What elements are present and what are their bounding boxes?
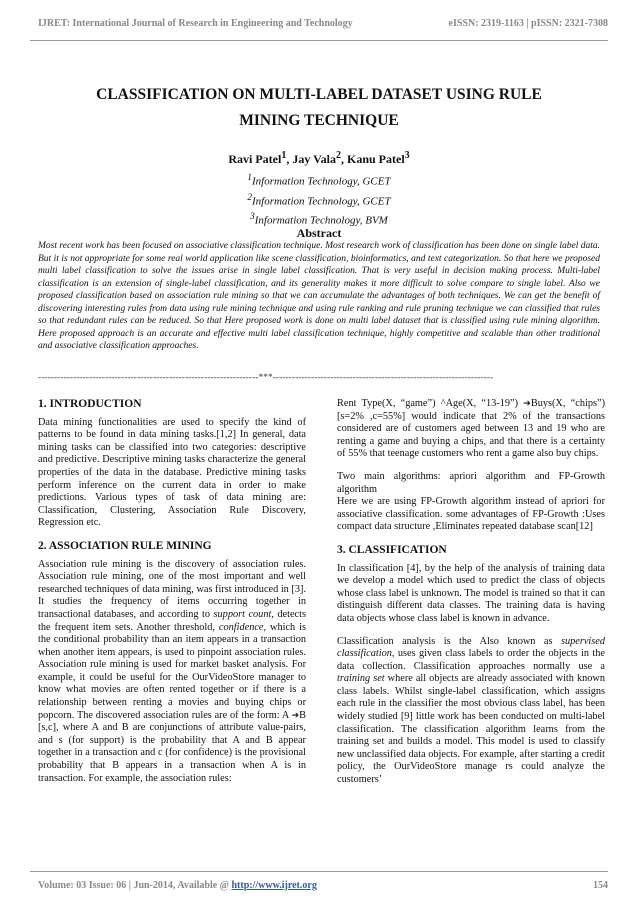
section-heading-classification: 3. CLASSIFICATION — [337, 543, 447, 556]
association-rule-paragraph — [38, 559, 306, 786]
emphasis-support-count: support count — [213, 608, 272, 620]
text-run: , detects the frequent item sets. Another threshold, — [38, 608, 306, 633]
right-arrow-icon: ➔ — [523, 399, 531, 409]
text-run: Here we are using FP-Growth algorithm instead of apriori for associative classification. some advantages of FP-Growth :Uses compact data structure ,Eliminates repeated database scan[12] — [337, 496, 605, 533]
emphasis-supervised-classification: supervised classification — [337, 635, 605, 660]
page-footer — [38, 880, 608, 894]
header-rule — [30, 40, 608, 41]
author-sup: 1 — [281, 150, 287, 161]
footer-volume — [38, 880, 317, 891]
text-run: where all objects are already associated with known class labels. Whilst single-label classification, which assigns each rule in the classifier the most obvious class label, has been widely studied [9] little work has been conducted on multi-label classification. The classification algorithm learns from the training set and builds a model. This model is used to classify new unclassified data objects. For example, after starting a credit policy, the OurVideoStore manage rs could analyze the customers’ — [337, 673, 605, 786]
affiliation-text: Information Technology, GCET — [251, 175, 391, 188]
affiliation — [0, 170, 638, 190]
page-header — [38, 18, 608, 32]
issn-info: eISSN: 2319-1163 | pISSN: 2321-7308 — [448, 18, 608, 29]
author-name: Jay Vala — [292, 152, 336, 166]
author-name: Ravi Patel — [228, 152, 282, 166]
algorithms-paragraph — [337, 471, 605, 534]
introduction-paragraph: Data mining functionalities are used to specify the kind of patterns to be found in data mining tasks.[1,2] In general, data mining tasks can be classified into two categories: descriptive and predictive. Descriptive mining tasks characterize the general properties of the data in the database. Predictive mining tasks perform inference on the current data in order to make predictions. Various types of task of data mining are: Classification, Clustering, Association Rule Discovery, Regression etc. — [38, 416, 306, 529]
section-heading-introduction: 1. INTRODUCTION — [38, 398, 142, 410]
left-column — [38, 398, 306, 785]
section-heading-association-rule-mining: 2. ASSOCIATION RULE MINING — [38, 539, 212, 552]
footer-volume-text: Volume: 03 Issue: 06 | Jun-2014, Available @ — [38, 880, 232, 891]
text-run: , uses given class labels to order the objects in the data collection. Classification approaches normally use a — [337, 648, 605, 672]
author-sup: 2 — [336, 150, 341, 161]
paper-title — [40, 82, 598, 134]
emphasis-training-set: training set — [337, 673, 385, 685]
author-name: Kanu Patel — [347, 152, 405, 166]
page-number: 154 — [593, 880, 608, 891]
journal-link[interactable]: http://www.ijret.org — [231, 880, 317, 891]
affiliation-text: Information Technology, GCET — [251, 195, 391, 208]
emphasis-confidence: confidence — [218, 621, 264, 633]
text-run: Two main algorithms: apriori algorithm and FP-Growth algorithm — [337, 470, 605, 495]
text-run: Association rule mining is the discovery of association rules. Association rule mining, one of the most important and well researched techniques of data mining, was first introduced in [3]. It studies the frequency of items occurring together in transactional databases, and according to — [38, 558, 306, 620]
affiliation — [0, 190, 638, 210]
classification-paragraph-1: In classification [4], by the help of the analysis of training data we develop a model which used to predict the class of objects whose class label is unknown. The model is trained so that it can distinguish different data classes. The training data is having data objects whose class label is known in advance. — [337, 562, 605, 624]
journal-name: IJRET: International Journal of Research in Engineering and Technology — [38, 18, 353, 29]
affiliation-list — [0, 170, 638, 229]
abstract-heading: Abstract — [296, 226, 342, 240]
author-sup: 3 — [404, 150, 410, 161]
rule-example-paragraph — [337, 398, 605, 461]
section-separator: ---------------------------------------------------------------------***--------------------------------------------------------------------- — [38, 372, 494, 382]
text-run: Buys(X, “chips”) [s=2% ,c=55%] would indicate that 2% of the transactions considered are of customers aged between 13 and 19 who are renting a game and buying a chips, and that there is a certainty of 55% that teenage customers who rent a game also buy chips. — [337, 398, 605, 460]
affiliation-sup: 1 — [247, 172, 252, 182]
abstract-body: Most recent work has been focused on associative classification technique. Most research work of classification has been done on single label data. But it is not appropriate for some real world application like scene classification, bioinformatics, and text categorization. So that here we proposed multi label classification to solve the issues arise in single label classification. That is very useful in decision making process. Multi-label classification is an extension of single-label classification, and its generality makes it more difficult to solve compare to single label. Also we proposed classification based on association rule mining so that we can accumulate the advantages of both techniques. We can get the benefit of discovering interesting rules from data using rule mining technique and using rule ranking and rule pruning technique we can classified that rules so that redundant rules can be reduced. So that Here proposed work is done on multi label dataset that is classified using rule mining algorithm. Here proposed approach is an accurate and effective multi label classification technique, highly competitive and scalable than other traditional and associative classification approaches. — [38, 241, 600, 351]
text-run: Classification analysis is the Also known as — [337, 635, 561, 647]
affiliation-sup: 3 — [250, 211, 255, 222]
author-list: Ravi Patel$^1$, Jay Vala$^2$, Kanu Patel$^3$ — [228, 150, 410, 166]
text-run: Rent Type(X, “game”) ^Age(X, “13-19”) — [337, 398, 524, 409]
affiliation-text: Information Technology, BVM — [254, 214, 388, 227]
footer-rule — [30, 871, 608, 872]
affiliation-sup: 2 — [247, 191, 252, 202]
right-arrow-icon: ➔ — [291, 710, 300, 721]
text-run: , which is the conditional probability than an item appears in a transaction when another item appears, is used to pinpoint association rules. Association rule mining is used for market basket analysis. For example, it could be useful for the OurVideoStore manager to know what movies are often rented together or if there is a relationship between renting a movies and buying chips or popcorn. The discovered association rules are of the form: A — [38, 621, 306, 721]
right-column — [337, 398, 605, 787]
text-run: B [s,c], where A and B are conjunctions of attribute value-pairs, and s (for support) is the probability that A and B appear together in a transaction and c (for confidence) is the provisional probability that B appears in a transaction when A is in transaction. For example, the association rules: — [38, 709, 306, 784]
classification-paragraph-2 — [337, 636, 605, 787]
title-line-1: CLASSIFICATION ON MULTI-LABEL DATASET USING RULE — [96, 86, 542, 103]
title-line-2: MINING TECHNIQUE — [239, 112, 399, 129]
